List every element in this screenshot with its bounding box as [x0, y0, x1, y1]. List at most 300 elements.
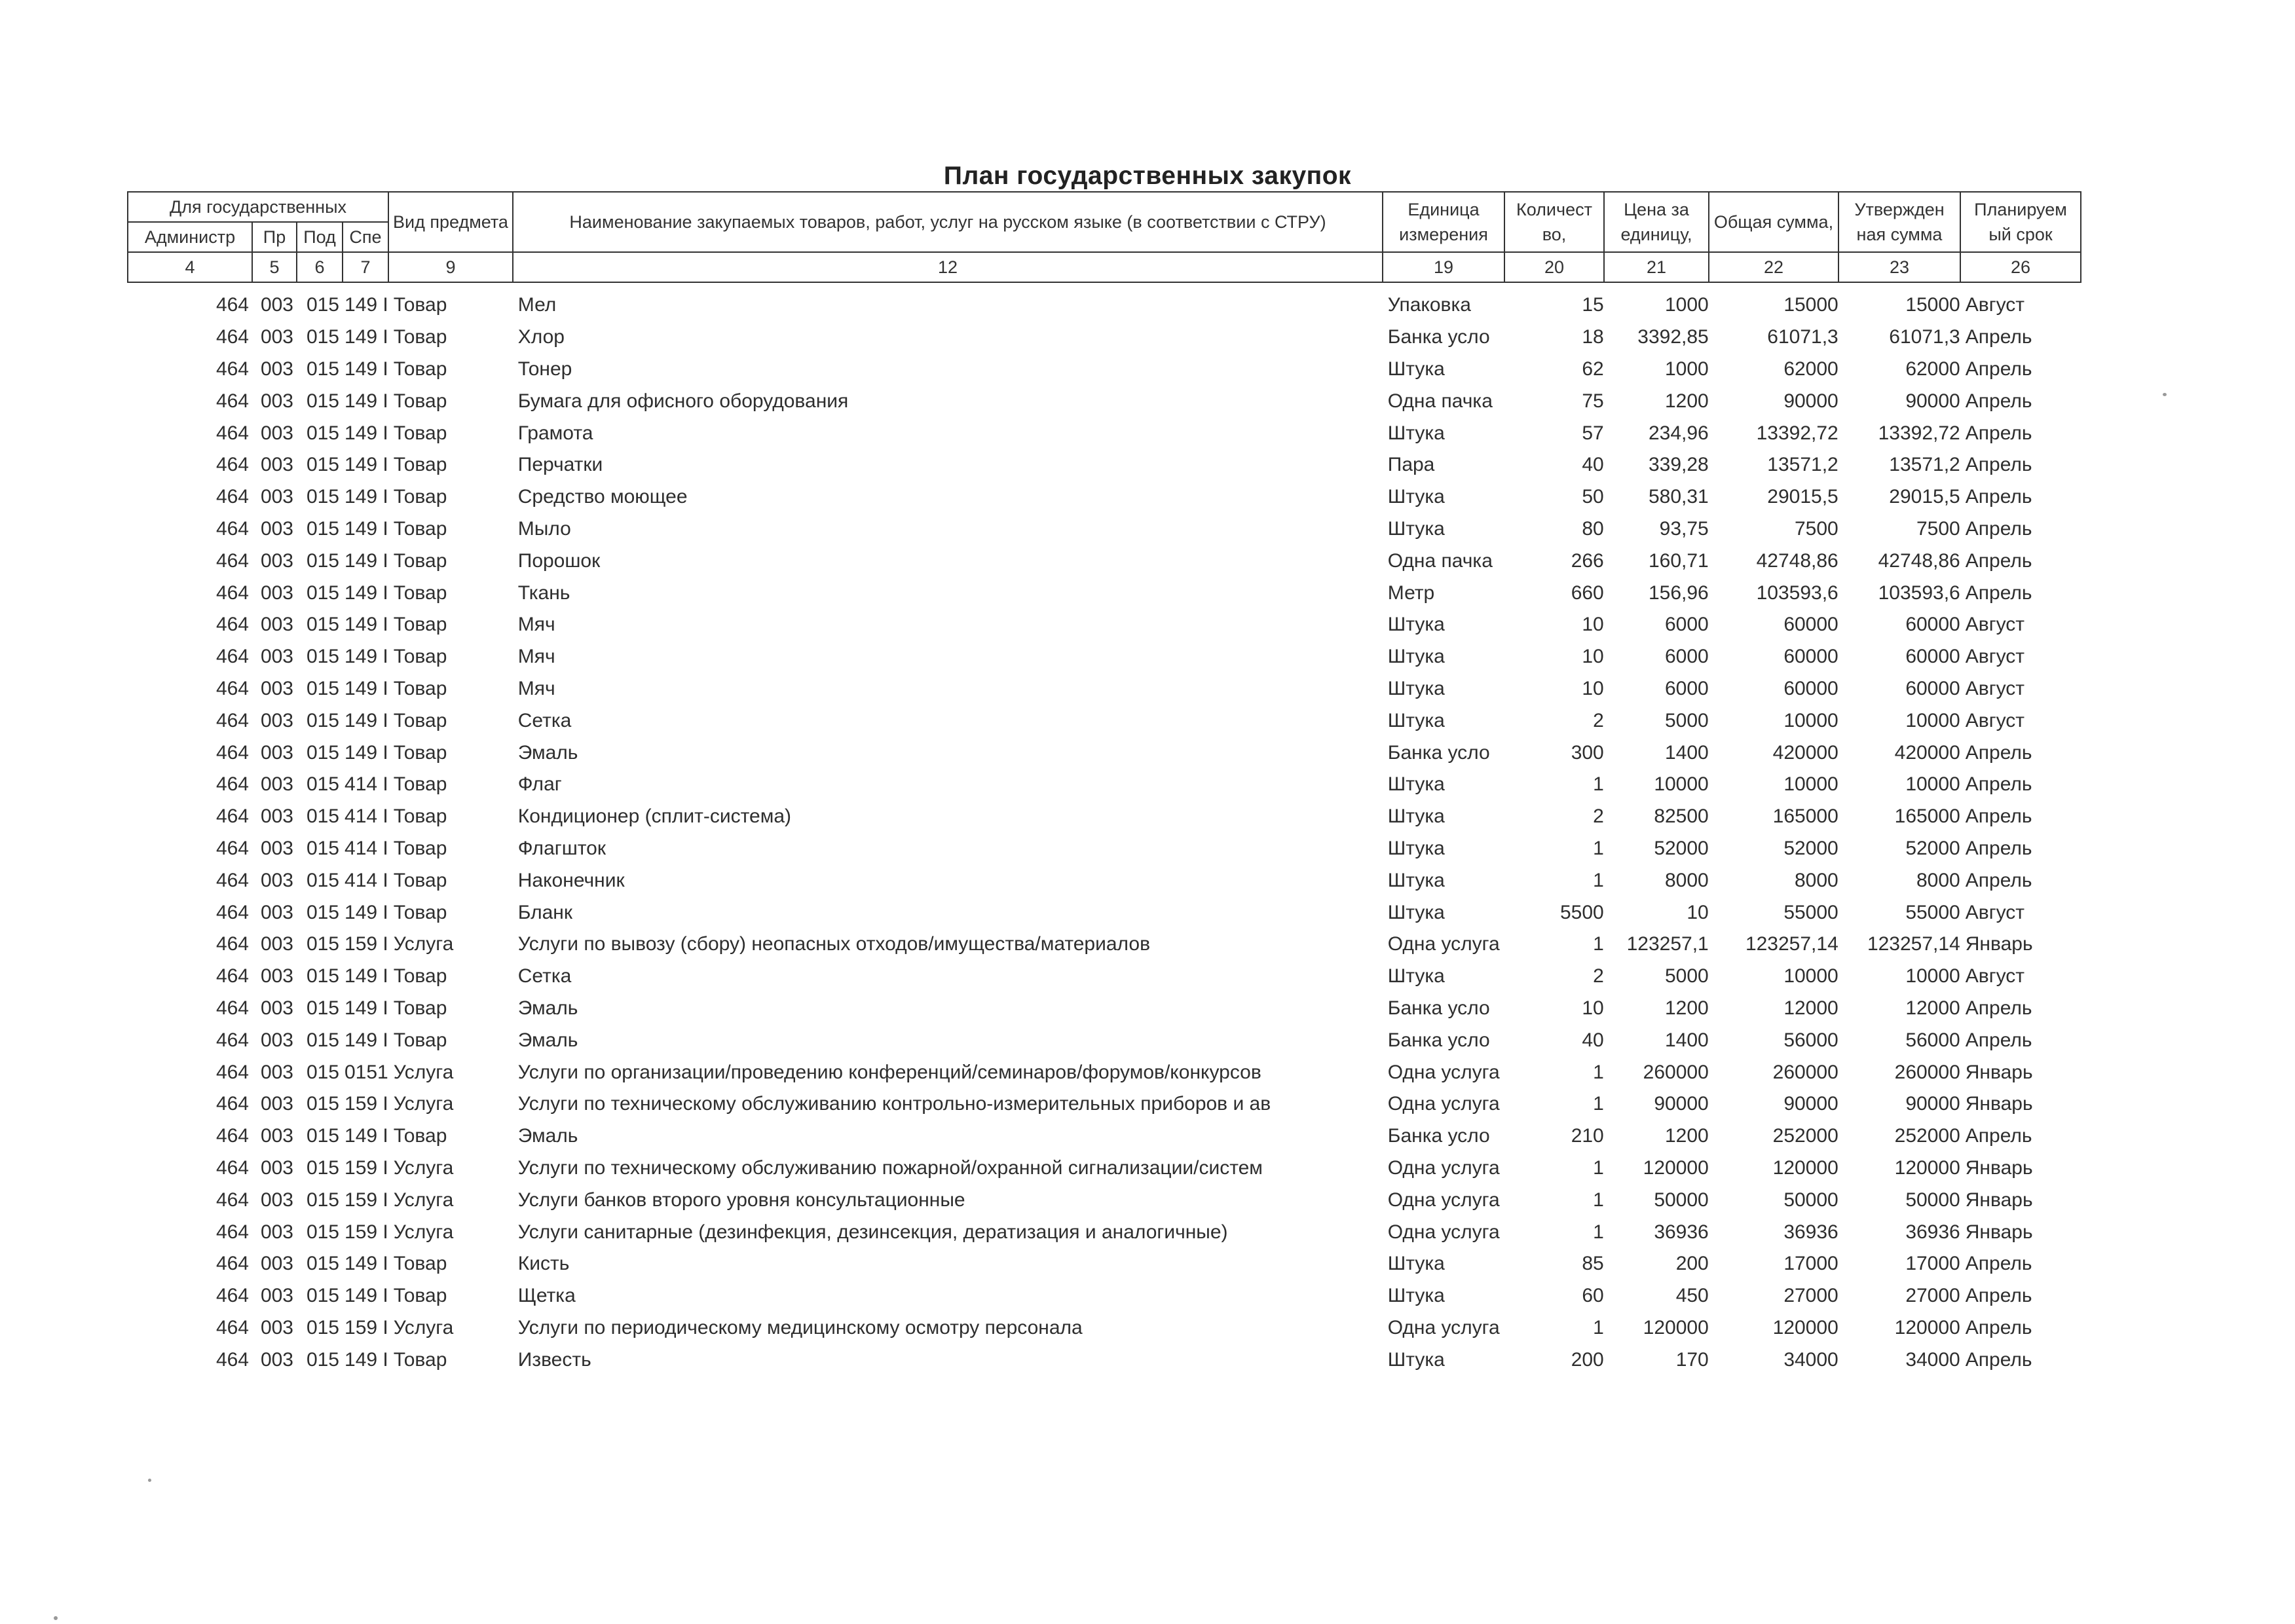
cell-total: 165000: [1772, 805, 1838, 828]
cell-vid: Товар: [393, 773, 447, 796]
cell-admin: 464: [215, 1125, 249, 1147]
cell-spe: 159 I: [345, 1316, 388, 1338]
header-pod: Под: [297, 222, 343, 252]
cell-term: Апрель: [1965, 1285, 2032, 1307]
cell-unit: Штука: [1387, 1348, 1445, 1371]
cell-pod: 015: [306, 997, 339, 1019]
table-row: [127, 545, 2083, 577]
table-row: [127, 577, 2083, 609]
cell-spe: 149 I: [345, 390, 388, 412]
cell-name: Мыло: [517, 517, 571, 540]
cell-pr: 003: [260, 581, 293, 604]
cell-pr: 003: [260, 837, 293, 859]
cell-approved: 60000: [1905, 646, 1960, 668]
table-row: [127, 609, 2083, 641]
header-index: 19: [1383, 252, 1504, 282]
cell-admin: 464: [215, 1061, 249, 1083]
cell-qty: 200: [1571, 1348, 1604, 1371]
cell-vid: Услуга: [393, 933, 454, 955]
cell-pr: 003: [260, 677, 293, 699]
cell-pr: 003: [260, 294, 293, 316]
scan-speck: [148, 1479, 151, 1482]
cell-name: Известь: [517, 1348, 591, 1371]
cell-term: Апрель: [1965, 326, 2032, 348]
cell-total: 34000: [1783, 1348, 1838, 1371]
cell-price: 90000: [1654, 1093, 1709, 1115]
table-row: [127, 385, 2083, 417]
cell-unit: Одна услуга: [1387, 1061, 1500, 1083]
cell-name: Эмаль: [517, 1029, 578, 1051]
cell-unit: Штука: [1387, 837, 1445, 859]
cell-unit: Штука: [1387, 358, 1445, 380]
cell-qty: 266: [1571, 549, 1604, 572]
cell-pod: 015: [306, 869, 339, 891]
cell-name: Услуги по организации/проведению конференций/семинаров/форумов/конкурсов: [517, 1061, 1261, 1083]
cell-name: Сетка: [517, 709, 572, 731]
cell-price: 1000: [1665, 294, 1709, 316]
cell-admin: 464: [215, 454, 249, 476]
cell-spe: 414 I: [345, 773, 388, 796]
cell-pr: 003: [260, 933, 293, 955]
cell-term: Август: [1965, 677, 2025, 699]
cell-price: 1400: [1665, 741, 1709, 764]
cell-unit: Банка усло: [1387, 997, 1490, 1019]
cell-price: 580,31: [1648, 486, 1709, 508]
cell-spe: 149 I: [345, 517, 388, 540]
cell-total: 52000: [1783, 837, 1838, 859]
cell-approved: 29015,5: [1889, 486, 1960, 508]
cell-unit: Штука: [1387, 517, 1445, 540]
cell-approved: 260000: [1894, 1061, 1960, 1083]
cell-total: 15000: [1783, 294, 1838, 316]
cell-pr: 003: [260, 741, 293, 764]
cell-price: 1000: [1665, 358, 1709, 380]
cell-unit: Штука: [1387, 646, 1445, 668]
cell-spe: 149 I: [345, 294, 388, 316]
cell-pr: 003: [260, 614, 293, 636]
cell-name: Наконечник: [517, 869, 625, 891]
header-index: 26: [1960, 252, 2081, 282]
header-admin: Администр: [128, 222, 252, 252]
cell-spe: 159 I: [345, 933, 388, 955]
cell-pod: 015: [306, 422, 339, 444]
scan-speck: [2163, 393, 2167, 396]
cell-spe: 149 I: [345, 581, 388, 604]
cell-approved: 61071,3: [1889, 326, 1960, 348]
cell-pod: 015: [306, 1253, 339, 1275]
cell-pod: 015: [306, 581, 339, 604]
header-approved: Утвержден ная сумма: [1838, 192, 1960, 252]
cell-admin: 464: [215, 1093, 249, 1115]
cell-price: 52000: [1654, 837, 1709, 859]
cell-vid: Товар: [393, 294, 447, 316]
cell-pr: 003: [260, 1125, 293, 1147]
cell-term: Апрель: [1965, 486, 2032, 508]
cell-admin: 464: [215, 773, 249, 796]
cell-price: 234,96: [1648, 422, 1709, 444]
cell-admin: 464: [215, 1189, 249, 1211]
cell-pr: 003: [260, 805, 293, 828]
cell-spe: 149 I: [345, 614, 388, 636]
cell-price: 339,28: [1648, 454, 1709, 476]
header-index: 7: [343, 252, 388, 282]
cell-qty: 10: [1582, 646, 1604, 668]
cell-term: Апрель: [1965, 581, 2032, 604]
cell-total: 42748,86: [1756, 549, 1838, 572]
cell-unit: Штука: [1387, 614, 1445, 636]
cell-approved: 13392,72: [1878, 422, 1960, 444]
cell-approved: 123257,14: [1867, 933, 1960, 955]
cell-approved: 50000: [1905, 1189, 1960, 1211]
cell-pod: 015: [306, 549, 339, 572]
cell-unit: Одна пачка: [1387, 390, 1493, 412]
header-index: 5: [252, 252, 297, 282]
cell-unit: Одна услуга: [1387, 1189, 1500, 1211]
cell-pr: 003: [260, 1093, 293, 1115]
table-row: [127, 1056, 2083, 1088]
cell-total: 252000: [1772, 1125, 1838, 1147]
cell-admin: 464: [215, 326, 249, 348]
cell-qty: 62: [1582, 358, 1604, 380]
cell-price: 50000: [1654, 1189, 1709, 1211]
cell-total: 61071,3: [1767, 326, 1838, 348]
cell-pr: 003: [260, 1189, 293, 1211]
cell-vid: Товар: [393, 646, 447, 668]
cell-term: Апрель: [1965, 1316, 2032, 1338]
cell-admin: 464: [215, 869, 249, 891]
cell-term: Январь: [1965, 1156, 2033, 1179]
cell-pod: 015: [306, 933, 339, 955]
cell-admin: 464: [215, 646, 249, 668]
cell-approved: 120000: [1894, 1156, 1960, 1179]
cell-pod: 015: [306, 965, 339, 987]
cell-unit: Банка усло: [1387, 1125, 1490, 1147]
cell-name: Услуги по техническому обслуживанию контрольно-измерительных приборов и ав: [517, 1093, 1271, 1115]
procurement-table: [127, 289, 2083, 1376]
cell-term: Апрель: [1965, 869, 2032, 891]
cell-pr: 003: [260, 1348, 293, 1371]
cell-vid: Услуга: [393, 1189, 454, 1211]
cell-pr: 003: [260, 358, 293, 380]
cell-unit: Метр: [1387, 581, 1435, 604]
table-row: [127, 801, 2083, 833]
cell-vid: Товар: [393, 454, 447, 476]
cell-vid: Товар: [393, 1029, 447, 1051]
cell-total: 120000: [1772, 1156, 1838, 1179]
cell-pod: 015: [306, 646, 339, 668]
cell-approved: 17000: [1905, 1253, 1960, 1275]
cell-admin: 464: [215, 1029, 249, 1051]
table-row: [127, 417, 2083, 449]
cell-term: Апрель: [1965, 454, 2032, 476]
cell-qty: 660: [1571, 581, 1604, 604]
cell-total: 90000: [1783, 390, 1838, 412]
header-index: 4: [128, 252, 252, 282]
cell-term: Апрель: [1965, 517, 2032, 540]
table-row: [127, 1024, 2083, 1056]
cell-admin: 464: [215, 294, 249, 316]
table-row: [127, 1312, 2083, 1344]
cell-total: 123257,14: [1745, 933, 1838, 955]
cell-unit: Пара: [1387, 454, 1435, 476]
cell-spe: 149 I: [345, 709, 388, 731]
cell-qty: 10: [1582, 677, 1604, 699]
cell-price: 1400: [1665, 1029, 1709, 1051]
cell-qty: 60: [1582, 1285, 1604, 1307]
cell-price: 36936: [1654, 1221, 1709, 1243]
cell-qty: 1: [1593, 933, 1604, 955]
table-row: [127, 449, 2083, 481]
scan-speck: [54, 1616, 58, 1620]
cell-pod: 015: [306, 677, 339, 699]
cell-term: Январь: [1965, 933, 2033, 955]
cell-pr: 003: [260, 1029, 293, 1051]
cell-term: Апрель: [1965, 773, 2032, 796]
cell-spe: 149 I: [345, 1125, 388, 1147]
cell-admin: 464: [215, 1156, 249, 1179]
cell-term: Август: [1965, 294, 2025, 316]
cell-pod: 015: [306, 294, 339, 316]
cell-admin: 464: [215, 486, 249, 508]
cell-admin: 464: [215, 805, 249, 828]
cell-qty: 5500: [1560, 901, 1604, 923]
header-unit: Единица измерения: [1383, 192, 1504, 252]
cell-approved: 52000: [1905, 837, 1960, 859]
cell-price: 1200: [1665, 1125, 1709, 1147]
cell-pr: 003: [260, 454, 293, 476]
cell-admin: 464: [215, 517, 249, 540]
cell-approved: 165000: [1894, 805, 1960, 828]
cell-admin: 464: [215, 422, 249, 444]
cell-admin: 464: [215, 901, 249, 923]
cell-vid: Товар: [393, 869, 447, 891]
cell-qty: 1: [1593, 837, 1604, 859]
cell-total: 60000: [1783, 646, 1838, 668]
cell-spe: 149 I: [345, 646, 388, 668]
cell-pod: 015: [306, 805, 339, 828]
cell-name: Кисть: [517, 1253, 570, 1275]
cell-pr: 003: [260, 326, 293, 348]
cell-pr: 003: [260, 901, 293, 923]
table-row: [127, 993, 2083, 1025]
cell-total: 13571,2: [1767, 454, 1838, 476]
cell-unit: Штука: [1387, 1253, 1445, 1275]
cell-price: 200: [1675, 1253, 1709, 1275]
cell-spe: 149 I: [345, 486, 388, 508]
cell-term: Апрель: [1965, 741, 2032, 764]
table-row: [127, 1216, 2083, 1248]
cell-spe: 159 I: [345, 1156, 388, 1179]
cell-term: Январь: [1965, 1061, 2033, 1083]
cell-vid: Товар: [393, 901, 447, 923]
cell-total: 260000: [1772, 1061, 1838, 1083]
table-row: [127, 1120, 2083, 1153]
cell-unit: Одна услуга: [1387, 933, 1500, 955]
cell-term: Август: [1965, 709, 2025, 731]
cell-spe: 149 I: [345, 358, 388, 380]
cell-vid: Товар: [393, 1285, 447, 1307]
cell-pr: 003: [260, 517, 293, 540]
cell-qty: 1: [1593, 1093, 1604, 1115]
cell-approved: 8000: [1916, 869, 1960, 891]
cell-name: Ткань: [517, 581, 570, 604]
cell-name: Тонер: [517, 358, 572, 380]
table-row: [127, 705, 2083, 737]
cell-total: 60000: [1783, 677, 1838, 699]
header-index: 12: [513, 252, 1383, 282]
cell-term: Январь: [1965, 1189, 2033, 1211]
cell-pod: 015: [306, 1348, 339, 1371]
cell-term: Январь: [1965, 1221, 2033, 1243]
header-index: 6: [297, 252, 343, 282]
table-row: [127, 1280, 2083, 1312]
table-row: [127, 641, 2083, 673]
cell-qty: 40: [1582, 1029, 1604, 1051]
cell-vid: Товар: [393, 741, 447, 764]
cell-vid: Товар: [393, 581, 447, 604]
cell-vid: Товар: [393, 1348, 447, 1371]
cell-pod: 015: [306, 901, 339, 923]
cell-name: Порошок: [517, 549, 601, 572]
cell-unit: Штука: [1387, 773, 1445, 796]
cell-approved: 10000: [1905, 709, 1960, 731]
cell-name: Средство моющее: [517, 486, 688, 508]
cell-qty: 1: [1593, 1156, 1604, 1179]
cell-spe: 149 I: [345, 677, 388, 699]
cell-approved: 42748,86: [1878, 549, 1960, 572]
header-index: 20: [1504, 252, 1604, 282]
cell-vid: Товар: [393, 1125, 447, 1147]
cell-vid: Товар: [393, 326, 447, 348]
cell-qty: 80: [1582, 517, 1604, 540]
cell-pr: 003: [260, 1221, 293, 1243]
cell-vid: Товар: [393, 837, 447, 859]
cell-admin: 464: [215, 709, 249, 731]
cell-total: 90000: [1783, 1093, 1838, 1115]
header-index: 21: [1604, 252, 1709, 282]
cell-vid: Товар: [393, 709, 447, 731]
cell-approved: 120000: [1894, 1316, 1960, 1338]
cell-vid: Услуга: [393, 1221, 454, 1243]
cell-qty: 40: [1582, 454, 1604, 476]
header-group: Для государственных: [128, 192, 388, 222]
cell-term: Апрель: [1965, 549, 2032, 572]
table-row: [127, 1184, 2083, 1216]
cell-spe: 149 I: [345, 1253, 388, 1275]
cell-approved: 10000: [1905, 773, 1960, 796]
cell-total: 55000: [1783, 901, 1838, 923]
cell-pod: 015: [306, 837, 339, 859]
cell-pod: 015: [306, 1221, 339, 1243]
cell-vid: Товар: [393, 549, 447, 572]
cell-spe: 159 I: [345, 1189, 388, 1211]
cell-qty: 15: [1582, 294, 1604, 316]
cell-total: 27000: [1783, 1285, 1838, 1307]
header-index: 22: [1709, 252, 1838, 282]
cell-pr: 003: [260, 997, 293, 1019]
cell-price: 120000: [1643, 1156, 1709, 1179]
cell-price: 6000: [1665, 614, 1709, 636]
cell-qty: 1: [1593, 1221, 1604, 1243]
cell-pr: 003: [260, 390, 293, 412]
cell-total: 10000: [1783, 773, 1838, 796]
cell-name: Услуги банков второго уровня консультационные: [517, 1189, 965, 1211]
cell-vid: Товар: [393, 390, 447, 412]
cell-total: 7500: [1795, 517, 1838, 540]
cell-approved: 62000: [1905, 358, 1960, 380]
table-row: [127, 961, 2083, 993]
cell-name: Услуги санитарные (дезинфекция, дезинсекция, дератизация и аналогичные): [517, 1221, 1228, 1243]
table-row: [127, 673, 2083, 705]
cell-total: 420000: [1772, 741, 1838, 764]
cell-spe: 149 I: [345, 326, 388, 348]
cell-unit: Одна услуга: [1387, 1221, 1500, 1243]
cell-pod: 015: [306, 1285, 339, 1307]
cell-vid: Услуга: [393, 1316, 454, 1338]
cell-unit: Одна услуга: [1387, 1156, 1500, 1179]
cell-pr: 003: [260, 709, 293, 731]
cell-pod: 015: [306, 773, 339, 796]
cell-term: Январь: [1965, 1093, 2033, 1115]
header-vid: Вид предмета: [388, 192, 513, 252]
header-index: 9: [388, 252, 513, 282]
table-row: [127, 1153, 2083, 1185]
cell-spe: 414 I: [345, 869, 388, 891]
table-row: [127, 481, 2083, 513]
cell-qty: 1: [1593, 1316, 1604, 1338]
cell-name: Услуги по техническому обслуживанию пожарной/охранной сигнализации/систем: [517, 1156, 1263, 1179]
cell-qty: 1: [1593, 1061, 1604, 1083]
cell-pod: 015: [306, 358, 339, 380]
cell-price: 5000: [1665, 965, 1709, 987]
cell-pr: 003: [260, 1156, 293, 1179]
cell-pr: 003: [260, 1253, 293, 1275]
cell-unit: Банка усло: [1387, 741, 1490, 764]
cell-unit: Одна услуга: [1387, 1093, 1500, 1115]
cell-term: Апрель: [1965, 805, 2032, 828]
cell-pr: 003: [260, 1061, 293, 1083]
cell-pod: 015: [306, 741, 339, 764]
cell-approved: 34000: [1905, 1348, 1960, 1371]
cell-unit: Штука: [1387, 805, 1445, 828]
cell-price: 93,75: [1659, 517, 1709, 540]
cell-name: Эмаль: [517, 997, 578, 1019]
cell-name: Хлор: [517, 326, 565, 348]
cell-qty: 1: [1593, 773, 1604, 796]
cell-name: Грамота: [517, 422, 593, 444]
cell-pod: 015: [306, 454, 339, 476]
cell-name: Бланк: [517, 901, 572, 923]
cell-vid: Услуга: [393, 1093, 454, 1115]
cell-admin: 464: [215, 1221, 249, 1243]
cell-approved: 90000: [1905, 1093, 1960, 1115]
cell-pod: 015: [306, 614, 339, 636]
cell-price: 82500: [1654, 805, 1709, 828]
cell-vid: Товар: [393, 517, 447, 540]
cell-price: 10000: [1654, 773, 1709, 796]
table-row: [127, 1248, 2083, 1280]
cell-name: Мяч: [517, 614, 555, 636]
table-row: [127, 929, 2083, 961]
cell-unit: Штука: [1387, 709, 1445, 731]
cell-name: Флаг: [517, 773, 562, 796]
cell-unit: Штука: [1387, 677, 1445, 699]
cell-approved: 12000: [1905, 997, 1960, 1019]
cell-pr: 003: [260, 422, 293, 444]
table-row: [127, 1344, 2083, 1376]
cell-approved: 56000: [1905, 1029, 1960, 1051]
cell-pr: 003: [260, 1316, 293, 1338]
